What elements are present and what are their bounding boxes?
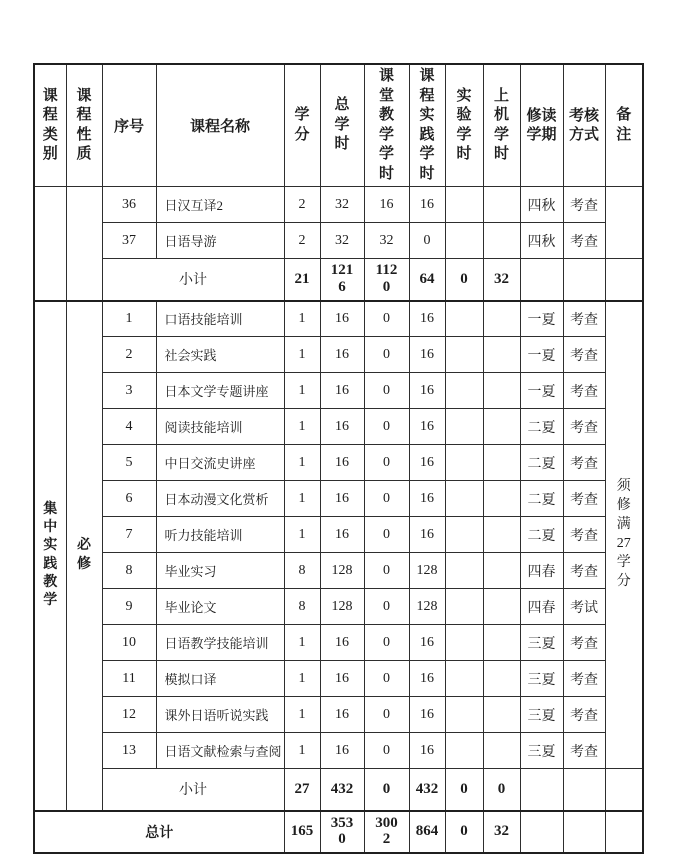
seq-cell: 37 [102,223,156,259]
subtotal-computer-hours-value: 0 [497,780,506,797]
semester-cell: 三夏 [520,697,563,733]
total-hours-cell: 16 [320,697,364,733]
assessment-cell: 考查 [563,223,605,259]
seq-cell: 11 [102,661,156,697]
classroom-hours-cell: 0 [364,409,409,445]
lab-hours-cell [445,733,483,769]
course-name-cell: 日本动漫文化赏析 [156,481,284,517]
course-name-cell: 听力技能培训 [156,517,284,553]
header-practice-hours-label: 课程实践学时 [419,68,435,182]
classroom-hours-cell: 0 [364,481,409,517]
grand-total-practice-hours-cell [409,811,445,853]
classroom-hours-cell: 0 [364,697,409,733]
course-name-cell: 口语技能培训 [156,301,284,337]
notes-cell-empty [605,769,643,811]
header-computer-hours-label: 上机学时 [493,87,509,162]
assessment-cell-empty [563,811,605,853]
header-assessment [563,64,605,187]
credits-cell: 1 [284,517,320,553]
grand-total-credits-value: 165 [290,823,314,839]
practice-hours-cell: 16 [409,733,445,769]
table-row-9 [34,589,643,625]
classroom-hours-cell: 0 [364,373,409,409]
classroom-hours-cell: 0 [364,337,409,373]
lab-hours-cell [445,373,483,409]
assessment-cell-empty [563,769,605,811]
course-name-cell: 日语教学技能培训 [156,625,284,661]
grand-total-label-cell: 总计 [34,811,284,853]
category-label: 集中实践教学 [43,501,58,608]
assessment-cell: 考查 [563,553,605,589]
lab-hours-cell [445,409,483,445]
computer-hours-cell [483,733,520,769]
course-name-cell: 日语导游 [156,223,284,259]
lab-hours-cell [445,223,483,259]
credits-cell: 1 [284,409,320,445]
practice-hours-cell: 128 [409,589,445,625]
header-lab-hours [445,64,483,187]
semester-cell: 二夏 [520,445,563,481]
computer-hours-cell [483,223,520,259]
header-credits [284,64,320,187]
semester-cell: 四春 [520,589,563,625]
category-cell-practice [34,301,66,811]
lab-hours-cell [445,445,483,481]
subtotal-practice-hours-value: 64 [419,270,435,287]
table-row-13 [34,733,643,769]
grand-total-credits-cell [284,811,320,853]
classroom-hours-cell: 0 [364,625,409,661]
assessment-cell: 考查 [563,187,605,223]
seq-cell: 3 [102,373,156,409]
table-row-36 [34,187,643,223]
practice-hours-cell: 16 [409,187,445,223]
seq-cell: 1 [102,301,156,337]
assessment-cell: 考查 [563,661,605,697]
lab-hours-cell [445,187,483,223]
classroom-hours-cell: 0 [364,301,409,337]
header-course-name: 课程名称 [156,64,284,187]
computer-hours-cell [483,187,520,223]
computer-hours-cell [483,337,520,373]
table-row-12 [34,697,643,733]
semester-cell: 二夏 [520,409,563,445]
credits-cell: 1 [284,301,320,337]
total-hours-cell: 128 [320,589,364,625]
notes-cell-empty [605,187,643,259]
semester-cell: 三夏 [520,661,563,697]
practice-hours-cell: 16 [409,301,445,337]
grand-total-lab-hours-value: 0 [460,823,468,839]
table-row-8 [34,553,643,589]
notes-cell-requirement [605,301,643,769]
subtotal-total-hours-cell [320,259,364,301]
practice-hours-cell: 16 [409,445,445,481]
header-semester [520,64,563,187]
subtotal-total-hours-cell [320,769,364,811]
computer-hours-cell [483,517,520,553]
assessment-cell: 考查 [563,445,605,481]
practice-hours-cell: 128 [409,553,445,589]
semester-cell: 一夏 [520,373,563,409]
subtotal-label-cell: 小计 [102,769,284,811]
seq-cell: 12 [102,697,156,733]
table-row-3 [34,373,643,409]
notes-requirement-label: 须修满27学分 [616,479,631,589]
total-hours-cell: 16 [320,301,364,337]
table-header [34,64,643,187]
header-classroom-hours [364,64,409,187]
credits-cell: 1 [284,625,320,661]
practice-hours-cell: 16 [409,409,445,445]
lab-hours-cell [445,661,483,697]
computer-hours-cell [483,445,520,481]
assessment-cell: 考查 [563,733,605,769]
credits-cell: 1 [284,445,320,481]
course-name-cell: 毕业论文 [156,589,284,625]
grand-total-total-hours-value: 3530 [330,814,354,848]
computer-hours-cell [483,481,520,517]
subtotal-lab-hours-cell [445,259,483,301]
grand-total-classroom-hours-value: 3002 [375,814,398,848]
computer-hours-cell [483,697,520,733]
subtotal-classroom-hours-value: 0 [382,780,391,797]
subtotal-credits-value: 21 [294,270,310,287]
subtotal-row-prev-section [34,259,643,301]
assessment-cell-empty [563,259,605,301]
nature-cell-required [66,301,102,811]
header-total-hours-label: 总学时 [334,97,350,153]
total-hours-cell: 16 [320,373,364,409]
computer-hours-cell [483,373,520,409]
practice-hours-cell: 16 [409,337,445,373]
header-category-label: 课程类别 [42,87,58,162]
course-name-cell: 毕业实习 [156,553,284,589]
lab-hours-cell [445,697,483,733]
table-row-7 [34,517,643,553]
course-name-cell: 日语文献检索与查阅 [156,733,284,769]
computer-hours-cell [483,301,520,337]
subtotal-practice-hours-cell [409,259,445,301]
subtotal-total-hours-value: 1216 [330,262,354,296]
assessment-cell: 考查 [563,301,605,337]
credits-cell: 1 [284,661,320,697]
semester-cell: 三夏 [520,625,563,661]
credits-cell: 8 [284,589,320,625]
category-cell-empty [34,187,66,301]
semester-cell-empty [520,811,563,853]
practice-hours-cell: 16 [409,625,445,661]
header-nature [66,64,102,187]
header-category [34,64,66,187]
table-row-37 [34,223,643,259]
classroom-hours-cell: 0 [364,517,409,553]
seq-cell: 7 [102,517,156,553]
lab-hours-cell [445,481,483,517]
total-hours-cell: 32 [320,223,364,259]
computer-hours-cell [483,625,520,661]
computer-hours-cell [483,553,520,589]
seq-cell: 13 [102,733,156,769]
subtotal-classroom-hours-cell [364,769,409,811]
assessment-cell: 考查 [563,697,605,733]
subtotal-total-hours-value: 432 [330,780,354,797]
total-hours-cell: 128 [320,553,364,589]
course-name-cell: 日汉互译2 [156,187,284,223]
total-hours-cell: 16 [320,409,364,445]
total-hours-cell: 16 [320,445,364,481]
seq-cell: 6 [102,481,156,517]
credits-cell: 1 [284,733,320,769]
header-lab-hours-label: 实验学时 [456,87,472,162]
classroom-hours-cell: 0 [364,589,409,625]
semester-cell: 二夏 [520,481,563,517]
subtotal-computer-hours-cell [483,769,520,811]
practice-hours-cell: 0 [409,223,445,259]
total-hours-cell: 16 [320,517,364,553]
notes-cell-empty [605,259,643,301]
grand-total-classroom-hours-cell [364,811,409,853]
practice-hours-cell: 16 [409,481,445,517]
lab-hours-cell [445,301,483,337]
credits-cell: 8 [284,553,320,589]
lab-hours-cell [445,625,483,661]
header-seq: 序号 [102,64,156,187]
semester-cell: 四春 [520,553,563,589]
computer-hours-cell [483,589,520,625]
credits-cell: 1 [284,373,320,409]
total-hours-cell: 16 [320,661,364,697]
semester-cell: 三夏 [520,733,563,769]
table-row-2 [34,337,643,373]
subtotal-lab-hours-value: 0 [460,270,468,287]
header-notes [605,64,643,187]
total-hours-cell: 16 [320,625,364,661]
classroom-hours-cell: 32 [364,223,409,259]
total-hours-cell: 32 [320,187,364,223]
seq-cell: 4 [102,409,156,445]
nature-cell-empty [66,187,102,301]
subtotal-computer-hours-cell [483,259,520,301]
subtotal-lab-hours-value: 0 [460,780,468,797]
course-name-cell: 社会实践 [156,337,284,373]
lab-hours-cell [445,553,483,589]
subtotal-lab-hours-cell [445,769,483,811]
nature-label: 必修 [77,538,91,572]
grand-total-total-hours-cell [320,811,364,853]
subtotal-credits-cell [284,769,320,811]
assessment-cell: 考查 [563,337,605,373]
assessment-cell: 考查 [563,625,605,661]
header-assessment-label: 考核方式 [568,107,599,143]
total-hours-cell: 16 [320,733,364,769]
course-name-cell: 日本文学专题讲座 [156,373,284,409]
seq-cell: 36 [102,187,156,223]
subtotal-credits-cell [284,259,320,301]
subtotal-row-practice-section [34,769,643,811]
course-name-cell: 课外日语听说实践 [156,697,284,733]
header-credits-label: 学分 [294,107,310,143]
semester-cell: 四秋 [520,187,563,223]
grand-total-row [34,811,643,853]
assessment-cell: 考查 [563,409,605,445]
assessment-cell: 考查 [563,517,605,553]
subtotal-classroom-hours-cell [364,259,409,301]
credits-cell: 1 [284,697,320,733]
seq-cell: 2 [102,337,156,373]
semester-cell: 一夏 [520,301,563,337]
table-row-10 [34,625,643,661]
header-classroom-hours-label: 课堂教学学时 [378,68,394,182]
table-row-11 [34,661,643,697]
subtotal-credits-value: 27 [294,780,310,797]
lab-hours-cell [445,337,483,373]
semester-cell-empty [520,259,563,301]
course-name-cell: 中日交流史讲座 [156,445,284,481]
classroom-hours-cell: 16 [364,187,409,223]
grand-total-practice-hours-value: 864 [415,823,439,839]
seq-cell: 8 [102,553,156,589]
semester-cell: 一夏 [520,337,563,373]
practice-hours-cell: 16 [409,697,445,733]
assessment-cell: 考试 [563,589,605,625]
semester-cell: 四秋 [520,223,563,259]
classroom-hours-cell: 0 [364,661,409,697]
classroom-hours-cell: 0 [364,733,409,769]
lab-hours-cell [445,589,483,625]
header-row [34,64,643,187]
seq-cell: 5 [102,445,156,481]
practice-hours-cell: 16 [409,373,445,409]
subtotal-practice-hours-value: 432 [415,780,439,797]
computer-hours-cell [483,409,520,445]
seq-cell: 10 [102,625,156,661]
total-hours-cell: 16 [320,337,364,373]
credits-cell: 2 [284,187,320,223]
subtotal-label-cell: 小计 [102,259,284,301]
header-semester-label: 修读学期 [526,107,557,143]
seq-cell: 9 [102,589,156,625]
table-row-5 [34,445,643,481]
table-row-4 [34,409,643,445]
course-name-cell: 阅读技能培训 [156,409,284,445]
credits-cell: 1 [284,481,320,517]
notes-cell-empty [605,811,643,853]
lab-hours-cell [445,517,483,553]
header-nature-label: 课程性质 [76,87,92,162]
grand-total-lab-hours-cell [445,811,483,853]
semester-cell-empty [520,769,563,811]
header-notes-label: 备注 [616,107,632,143]
table-row-1 [34,301,643,337]
header-total-hours [320,64,364,187]
curriculum-table [33,63,644,854]
header-computer-hours [483,64,520,187]
practice-hours-cell: 16 [409,661,445,697]
course-name-cell: 模拟口译 [156,661,284,697]
total-hours-cell: 16 [320,481,364,517]
computer-hours-cell [483,661,520,697]
grand-total-computer-hours-value: 32 [494,823,509,839]
classroom-hours-cell: 0 [364,445,409,481]
classroom-hours-cell: 0 [364,553,409,589]
credits-cell: 2 [284,223,320,259]
header-practice-hours [409,64,445,187]
grand-total-computer-hours-cell [483,811,520,853]
subtotal-classroom-hours-value: 1120 [375,262,398,296]
table-row-6 [34,481,643,517]
practice-hours-cell: 16 [409,517,445,553]
assessment-cell: 考查 [563,481,605,517]
subtotal-computer-hours-value: 32 [494,270,509,287]
semester-cell: 二夏 [520,517,563,553]
assessment-cell: 考查 [563,373,605,409]
credits-cell: 1 [284,337,320,373]
subtotal-practice-hours-cell [409,769,445,811]
table-body [34,187,643,853]
